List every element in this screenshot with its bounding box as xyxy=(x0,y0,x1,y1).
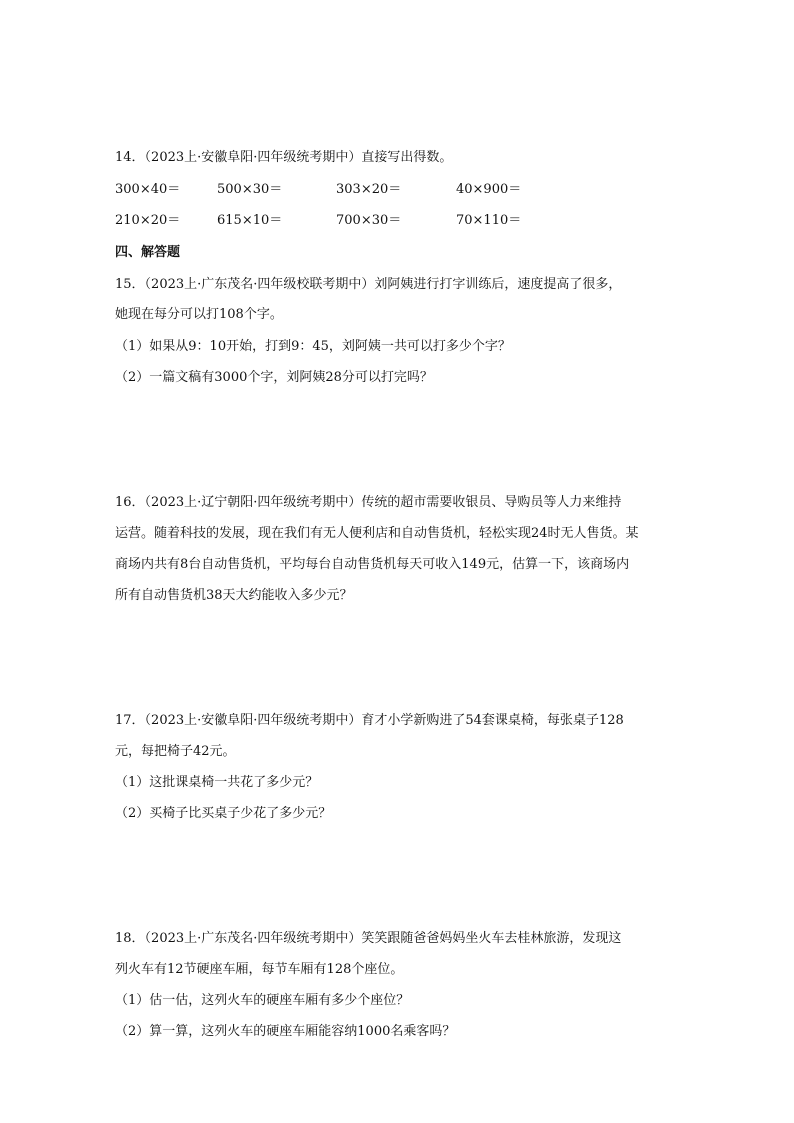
q17-sub-question: （2）买椅子比买桌子少花了多少元？ xyxy=(115,806,332,821)
q16-stem-line: 16．（2023上·辽宁朝阳·四年级统考期中）传统的超市需要收银员、导购员等人力来维持 xyxy=(115,495,622,510)
q14-item: 70×110＝ xyxy=(456,213,522,228)
q14-item: 300×40＝ xyxy=(115,182,181,197)
q18-stem-line: 18．（2023上·广东茂名·四年级统考期中）笑笑跟随爸爸妈妈坐火车去桂林旅游，发现这 xyxy=(115,931,622,946)
q14-item: 210×20＝ xyxy=(115,213,181,228)
q17-stem-line: 元，每把椅子42元。 xyxy=(115,744,236,759)
q15-stem-line: 她现在每分可以打108个字。 xyxy=(115,307,283,322)
q16-stem-line: 运营。随着科技的发展，现在我们有无人便利店和自动售货机，轻松实现24时无人售货。某 xyxy=(115,526,639,541)
q16-stem-line: 所有自动售货机38天大约能收入多少元？ xyxy=(115,588,353,603)
q14-item: 700×30＝ xyxy=(336,213,402,228)
q14-item: 615×10＝ xyxy=(217,213,283,228)
q16-stem-line: 商场内共有8台自动售货机，平均每台自动售货机每天可收入149元，估算一下，该商场内 xyxy=(115,557,630,572)
q17-stem-line: 17．（2023上·安徽阜阳·四年级统考期中）育才小学新购进了54套课桌椅，每张桌子128 xyxy=(115,713,624,728)
q14-item: 500×30＝ xyxy=(217,182,283,197)
q14-item: 40×900＝ xyxy=(456,182,522,197)
q14-stem: 14．（2023上·安徽阜阳·四年级统考期中）直接写出得数。 xyxy=(115,150,453,165)
q15-sub-question: （1）如果从9：10开始，打到9：45，刘阿姨一共可以打多少个字？ xyxy=(115,339,511,354)
q15-stem-line: 15．（2023上·广东茂名·四年级校联考期中）刘阿姨进行打字训练后，速度提高了很多， xyxy=(115,277,622,292)
q14-item: 303×20＝ xyxy=(336,182,402,197)
q17-sub-question: （1）这批课桌椅一共花了多少元？ xyxy=(115,775,319,790)
section-heading: 四、解答题 xyxy=(115,245,181,260)
q18-sub-question: （1）估一估，这列火车的硬座车厢有多少个座位？ xyxy=(115,993,410,1008)
q15-sub-question: （2）一篇文稿有3000个字，刘阿姨28分可以打完吗？ xyxy=(115,370,433,385)
q18-sub-question: （2）算一算，这列火车的硬座车厢能容纳1000名乘客吗？ xyxy=(115,1024,456,1039)
q18-stem-line: 列火车有12节硬座车厢，每节车厢有128个座位。 xyxy=(115,962,404,977)
